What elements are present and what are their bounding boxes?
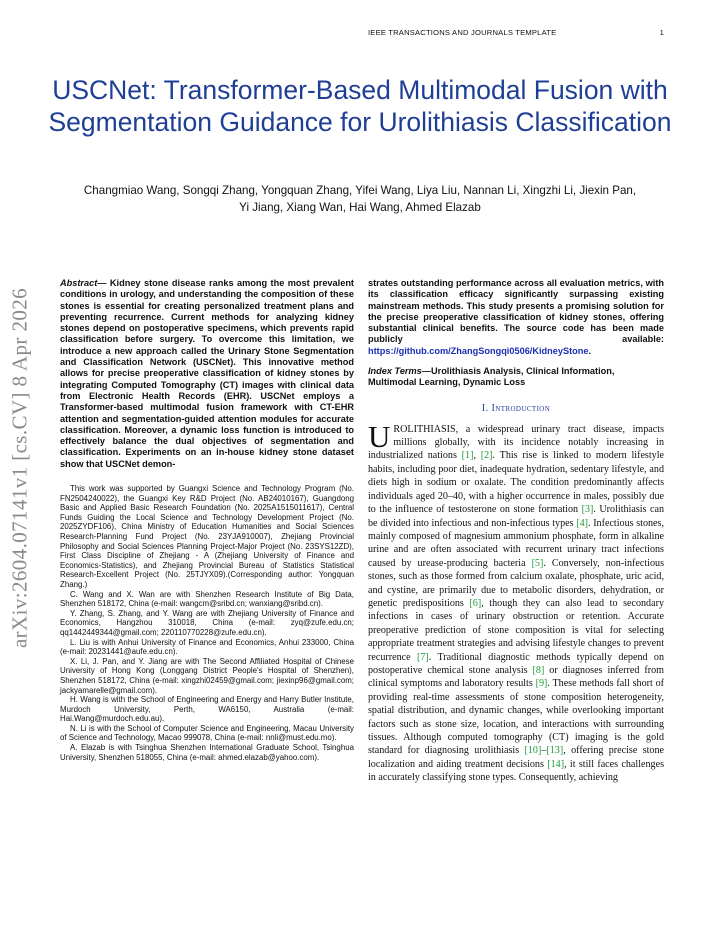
section-heading-introduction: I. Introduction [481,402,551,414]
abstract-continued [368,278,664,357]
footnote-affiliation: C. Wang and X. Wan are with Shenzhen Research Institute of Big Data, Shenzhen 518172, China (e-mail: wangcm@sribd.cn; wanxiang@sribd.cn). [60,589,354,609]
citation-link[interactable]: [7] [416,651,429,663]
left-column [60,278,354,762]
footnote-affiliation: H. Wang is with the School of Engineering and Energy and Harry Butler Institute, Murdoch University, Perth, WA6150, Australia (e-mail: Hai.Wang@murdoch.edu.au). [60,695,354,724]
citation-link[interactable]: [2] [480,450,493,462]
citation-link[interactable]: [9] [535,678,548,690]
intro-text: . This rise is linked to modern lifestyle habits, including poor diet, inadequate hydration, sedentary lifestyle, and diets high in sodium or oxalate. The condition predominantly affects individuals aged 20–40, with a higher occurrence in males, possibly due to the influence of testosterone on stone formation [368,450,664,516]
introduction-paragraph [368,418,665,785]
page-number: 1 [659,28,664,37]
arxiv-stamp [7,272,32,664]
intro-text: . These methods fall short of providing real-time assessments of stone composition heterogeneity, spatial distribution, and dynamic changes, while overlooking important factors such as stone size, location, and interactions with surrounding tissues. Although computed tomography (CT) imaging is the gold standard for diagnosing urolithiasis [368,678,665,757]
citation-link[interactable]: [14] [547,758,565,770]
citation-link[interactable]: [1] [461,450,474,462]
arxiv-stamp-text: arXiv:2604.07141v1 [cs.CV] 8 Apr 2026 [7,287,32,649]
intro-text: . Urolithiasis can be divided into infectious and non-infectious types [368,504,664,529]
index-terms-text: Urolithiasis Analysis, Clinical Information, Multimodal Learning, Dynamic Loss [368,366,615,388]
intro-text: . Infectious stones, mainly composed of magnesium ammonium phosphate, form in alkaline urine and are often associated with recurrent urinary tract infections caused by urease-producing bacteria [368,517,664,569]
abstract-url-trail: . [588,345,592,356]
footnote-affiliation: N. Li is with the School of Computer Science and Engineering, Macau University of Science and Technology, Macao 999078, China (e-mail: nnli@must.edu.mo). [60,723,354,743]
intro-text: . Conversely, non-infectious stones, such as those formed from calcium oxalate, phosphate, uric acid, and cystine, are primarily due to metabolic disorders, dehydration, or genetic predispositions [368,557,665,609]
paper-title: USCNet: Transformer-Based Multimodal Fusion with Segmentation Guidance for Urolithiasis Classification [48,75,672,137]
right-column [368,278,664,785]
intro-text: , it still faces challenges in accurately classifying stone types. Consequently, achieving [368,758,664,784]
intro-text: , offering precise stone localization and aiding treatment decisions [368,745,664,770]
source-code-link[interactable]: https://github.com/ZhangSongqi0506/KidneyStone [368,345,589,356]
citation-link[interactable]: [8] [532,664,545,676]
abstract-label: Abstract— [60,278,107,288]
citation-link[interactable]: [13] [546,745,564,757]
running-header [368,28,664,37]
citation-link[interactable]: [10] [524,745,542,757]
footnote-affiliation: X. Li, J. Pan, and Y. Jiang are with The Second Affiliated Hospital of Chinese University of Hong Kong (Longgang District People's Hospital of Shenzhen), Shenzhen 518172, China (e-mail: xingzhi02459@gmail.com; jiexinp96@gmail.com; jackyamarelle@gmail.com). [60,656,354,695]
abstract-text-left: Kidney stone disease ranks among the most prevalent conditions in urology, and understanding the composition of these stones is essential for creating personalized treatment plans and preventing recurrence. Current methods for analyzing kidney stones depend on postoperative specimens, which prevents rapid classification before surgery. To overcome this limitation, we introduce a new approach called the Urinary Stone Segmentation and Classification Network (USCNet). This innovative method allows for precise preoperative classification of kidney stones by integrating Computed Tomography (CT) images with clinical data from Electronic Health Records (EHR). USCNet employs a Transformer-based multimodal fusion framework with CT-EHR attention and segmentation-guided attention modules for accurate classification. Moreover, a dynamic loss function is introduced to effectively balance the dual objectives of segmentation and classification. Experiments on an in-house kidney stone dataset show that USCNet demon- [60,278,354,469]
footnote-affiliation: A. Elazab is with Tsinghua Shenzhen International Graduate School, Tsinghua University, Shenzhen 518055, China (e-mail: ahmed.elazab@yahoo.com). [60,743,354,762]
intro-text: . Traditional diagnostic methods typically depend on postoperative chemical stone analysis [368,651,664,676]
citation-link[interactable]: [4] [576,517,588,529]
intro-text: , though they can also lead to secondary infections in cases of urinary obstruction or retention. Accurate preoperative prediction of stone composition is vital for selecting appropriate treatment strategies and advising lifestyle changes to prevent recurrence [368,597,664,663]
intro-text: ROLITHIASIS, a widespread urinary tract disease, impacts millions globally, with its incidence notably increasing in industrialized nations [368,423,664,462]
index-terms [368,366,664,389]
abstract [60,278,354,470]
intro-text: – [541,745,547,757]
author-list: Changmiao Wang, Songqi Zhang, Yongquan Zhang, Yifei Wang, Liya Liu, Nannan Li, Xingzhi Li, Jiexin Pan, Yi Jiang, Xiang Wan, Hai Wang, Ahmed Elazab [83,184,637,214]
footnote-affiliation: Y. Zhang, S. Zhang, and Y. Wang are with Zhejiang University of Finance and Economics, Hangzhou 310018, China (e-mail: zyq@zufe.edu.cn; qq1442449344@gmail.com; 220110770228@zufe.edu.cn). [60,608,354,637]
index-terms-label: Index Terms— [368,366,431,377]
intro-text: or diagnoses inferred from clinical symptoms and laboratory results [368,664,664,690]
footnote-funding: This work was supported by Guangxi Science and Technology Program (No. FN2504240022), the Guangxi Key R&D Project (No. AB24010167), Guangdong Basic and Applied Basic Research Foundation (No. 2025A1515011617), Central Funds Guiding the Local Science and Technology Development Project (No. 2025ZYDF106), China Ministry of Education Humanities and Social Sciences Research-Planning Fund Project (No. 23YJA910007), Zhejiang Provincial Philosophy and Social Sciences Planning Project-Major Project (No. 23SYS12ZD), First Class Discipline of Zhejiang - A (Zhejiang University of Finance and Economics-Statistics), and Zhejiang Provincial Bureau of Statistics Statistical Research-Excellent Project (No. 25TJYX09).(Corresponding author: Yongquan Zhang.) [60,484,354,589]
dropcap-letter: U [368,418,391,454]
footnote-affiliation: L. Liu is with Anhui University of Finance and Economics, Anhui 233000, China (e-mail: 20231441@aufe.edu.cn). [60,637,354,657]
author-footnotes [60,484,354,762]
intro-text: , [473,450,481,462]
citation-link[interactable]: [3] [581,504,594,516]
abstract-text-right: strates outstanding performance across all evaluation metrics, with its classification efficacy significantly surpassing existing mainstream methods. This study presents a promising solution for the precise preoperative classification of kidney stones, offering substantial clinical benefits. The source code has been made publicly available: [368,278,664,345]
citation-link[interactable]: [5] [531,557,544,569]
journal-name: IEEE TRANSACTIONS AND JOURNALS TEMPLATE [368,28,557,37]
citation-link[interactable]: [6] [469,597,482,609]
